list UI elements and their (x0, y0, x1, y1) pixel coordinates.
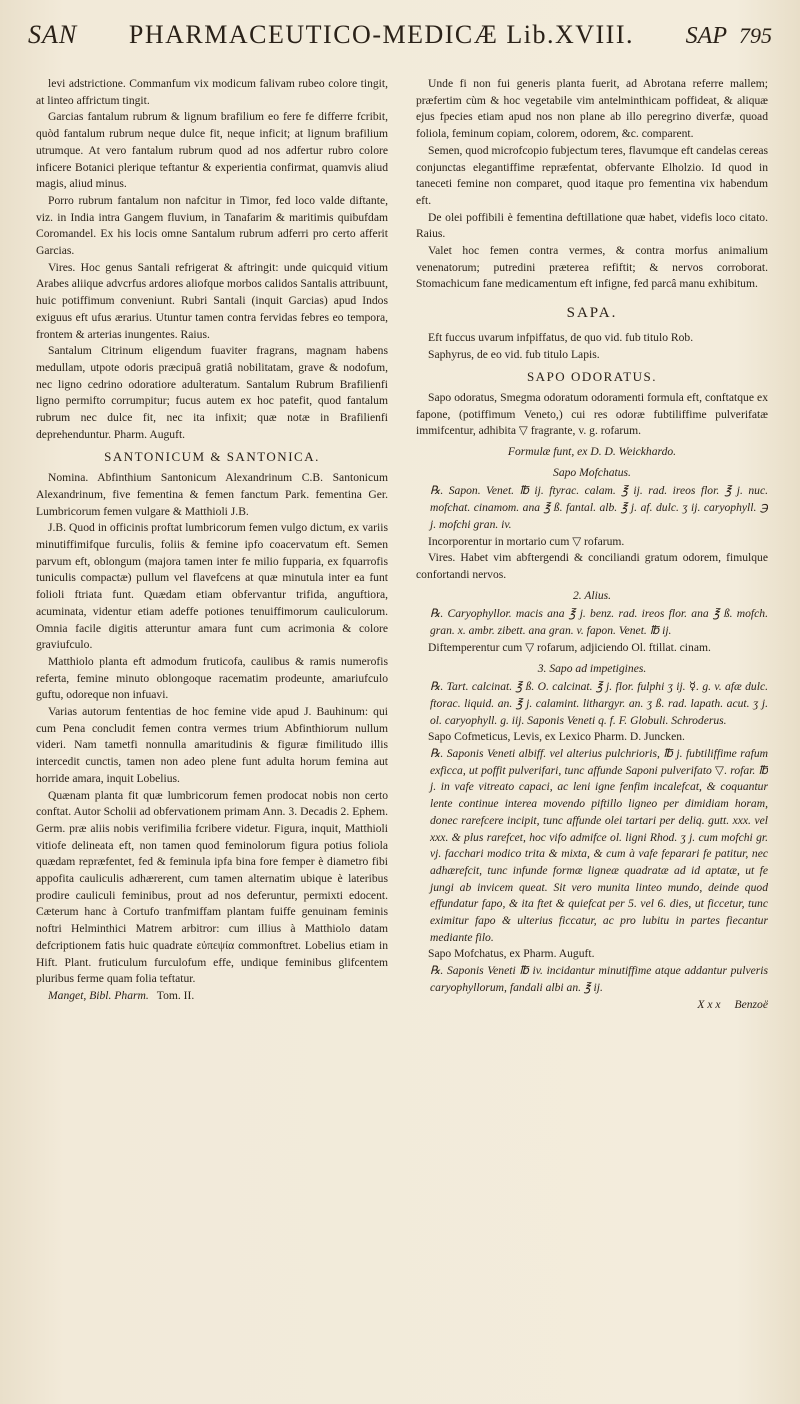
formula-subheading: Sapo Mofchatus. (553, 465, 631, 479)
recipe: ℞. Saponis Veneti albiff. vel alterius pulchrioris, ℔ j. fubtiliffime rafum exficca, ut poffit pulverifari, tunc affunde Saponi pulverifato ▽. rofar. ℔ j. in vafe vitreato capaci, ac leni igne fenfim incalefcat, & coquantur lente continue interea movendo piftillo ligneo per dimidiam horam, donec rarefcere incipit, tunc affunde olei tartari per deliq. gutt. xxx. vel xxx. & plus rarefcet, hoc vifo admifce ol. ligni Rhod. ʒ j. cum mofchi gr. vj. facchari modico trita & mixta, & cum à vafe feparari fe patitur, nec adhærefcit, tunc infunde formæ ligneæ quadratæ ad id aptatæ, ut fe jungi ab invicem queat. Sit vero munita linteo mundo, deinde quod effundatur fapo, & ita ftet & quiefcat per 5. vel 6. dies, ut ficcetur, tunc eximitur fapo & ulterius ficcatur, ac pro lubitu in partes fiecantur mediante filo. (430, 747, 768, 944)
paragraph: Vires. Hoc genus Santali refrigerat & aftringit: unde quicquid vitium Arabes aliique advcrfus ardores aliofque morbos calidos Santalis attribuunt, huic potiffimum conveniunt. Rubri Santali (inquit Garcias) apud Indos exiguus eft ufus ærarius. Utuntur tamen contra fervidas febres eo tempora, frontem & arterias inungentes. Raius. (36, 260, 388, 341)
paragraph: Sapo odoratus, Smegma odoratum odoramenti formula eft, conftatque ex fapone, (potiffimum Veneto,) cui res odoræ fubtiliffime pulverifatæ immifcentur, adhibita ▽ fragrante, v. g. rofarum. (416, 390, 768, 438)
paragraph: Porro rubrum fantalum non nafcitur in Timor, fed loco valde diftante, viz. in India intra Gangem fluvium, in Tanafarim & maritimis quibufdam Coromandel. Ex his locis omne Santalum rubrum adferri pro certo afferit Garcias. (36, 193, 388, 258)
paragraph: Nomina. Abfinthium Santonicum Alexandrinum C.B. Santonicum Alexandrinum, five fementina & femen fanctum Park. fementina Ger. Lumbricorum femen vulgare & Matthioli J.B. (36, 471, 388, 518)
paragraph: Vires. Habet vim abftergendi & conciliandi gratum odorem, fimulque confortandi nervos. (416, 551, 768, 581)
paragraph: Matthiolo planta eft admodum fruticofa, caulibus & ramis numerofis referta, femine minuto oblongoque racematim prodeunte, amariufculo guftu, odoreque non infuavi. (36, 654, 388, 702)
paragraph: Sapo Cofmeticus, Levis, ex Lexico Pharm. D. Juncken. (428, 730, 685, 744)
formula-subheading: 3. Sapo ad impetigines. (537, 661, 647, 675)
signature-line (36, 988, 388, 1005)
recipe: ℞. Sapon. Venet. ℔ ij. ftyrac. calam. ℥ ij. rad. ireos flor. ℥ j. nuc. mofchat. cinamom. ana ℥ ß. fantal. alb. ℥ j. af. dulc. ʒ ij. caryophyll. ℈ j. mofchi gran. iv. (430, 484, 768, 531)
footer-source: Manget, Bibl. Pharm. (48, 988, 149, 1002)
recipe: ℞. Tart. calcinat. ℥ ß. O. calcinat. ℥ j. flor. fulphi ʒ ij. ☿. g. v. afæ dulc. ftorac. liquid. an. ℥ j. calamint. lithargyr. an. ʒ ß. rad. lapath. acut. ʒ j. ol. caryophyll. g. iij. Saponis Veneti q. f. F. Globuli. Schroderus. (430, 680, 768, 727)
recipe: ℞. Caryophyllor. macis ana ℥ j. benz. rad. ireos flor. ana ℥ ß. mofch. gran. x. ambr. zibett. ana gran. v. fapon. Venet. ℔ ij. (430, 607, 768, 638)
catchword: Benzoë (734, 997, 768, 1011)
section-heading: SAPO ODORATUS. (526, 369, 658, 385)
paragraph: Eft fuccus uvarum infpiffatus, de quo vid. fub titulo Rob. (428, 330, 694, 344)
left-guide-word: SAN (28, 20, 78, 49)
recipe: ℞. Saponis Veneti ℔ iv. incidantur minutiffime atque addantur pulveris caryophyllorum, fandali albi an. ℥ ij. (430, 964, 768, 994)
paragraph: Incorporentur in mortario cum ▽ rofarum. (428, 534, 625, 548)
section-heading: SAPA. (566, 305, 618, 322)
paragraph: Varias autorum fententias de hoc femine vide apud J. Bauhinum: qui cum Pena concludit femen contra vermes trium Abfinthiorum nullum videri. Nam tametfi nonnulla amaritudinis & figuræ fimilitudo illis intercedit cunctis, tamen non adeo plene funt adulta horum femina aut horride amara, inquit Lobelius. (36, 705, 388, 785)
paragraph: Semen, quod microfcopio fubjectum teres, flavumque eft candelas cereas conjunctas elegantiffime repræfentat, obfervante Elholzio. Id quod in taneceti femine non comparet, quod itaque pro fementina vix habendum eft. (416, 143, 768, 207)
left-text-column (36, 76, 388, 1376)
running-header (28, 20, 772, 62)
section-heading: SANTONICUM & SANTONICA. (104, 449, 320, 465)
formula-subheading: Formulæ funt, ex D. D. Weickhardo. (507, 445, 677, 459)
volume-signature: Tom. II. (156, 988, 195, 1002)
paragraph: Valet hoc femen contra vermes, & contra morfus animalium venenatorum; putredini præterea refiftit; & nervos corroborat. Stomachicum fane medicamentum eft infigne, fed parcâ manu exhibitum. (416, 244, 768, 291)
page-number: 795 (739, 23, 772, 48)
paragraph: Unde fi non fui generis planta fuerit, ad Abrotana referre mallem; præfertim cùm & hoc vegetabile vim antelminthicam poffideat, & aliquæ ejus fpecies etiam apud nos non plane ab illo peregrino diverfæ, quoad foliola, feminum copiam, colorem, odorem, &c. comparent. (416, 77, 768, 141)
paragraph: Diftemperentur cum ▽ rofarum, adjiciendo Ol. ftillat. cinam. (428, 640, 711, 654)
formula-subheading: 2. Alius. (572, 588, 612, 602)
right-guide-word: SAP (685, 23, 727, 49)
paragraph: Santalum Citrinum eligendum fuaviter fragrans, magnam habens medullam, utpote odoris præcipuâ gratiâ nobilitatam, grave & nodofum, nec ligno cedrino odoratiore adulteratum. Santalum Rubrum Brafilienfi ligno permifto corrumpitur; fucus autem ex hoc patefit, quod fantalum rubrum nec dulce fit, nec ita infixit; quæ notæ in Brafilienfi deprehenduntur. Pharm. Auguft. (36, 344, 388, 441)
paragraph: Garcias fantalum rubrum & lignum brafilium eo fere fe differre fcribit, quòd fantalum rubrum neque dulce fit, neque inficit; at lignum brafilium utrumque. At vero fantalum rubrum quod ad nos adfertur rubro colore inficere Botanici plerique teftantur & experientia confirmat, quamvis aliud magis, aliud minus. (36, 110, 388, 191)
catchword-line (416, 997, 768, 1014)
gathering-signature: X x x (697, 997, 721, 1011)
running-title: PHARMACEUTICO-MEDICÆ Lib.XVIII. (128, 20, 634, 49)
paragraph: De olei poffibili è fementina deftillatione quæ habet, videfis loco citato. Raius. (416, 210, 768, 241)
paragraph: Saphyrus, de eo vid. fub titulo Lapis. (428, 347, 600, 361)
paragraph: J.B. Quod in officinis proftat lumbricorum femen vulgo dictum, ex variis minutiffimifque furculis, foliis & femine ipfo coacervatum eft. Semen parvum eft, oblongum (majora tamen inter fe milio fupparia, ex fquarrofis tuniculis compactæ) pullum vel flavefcens at quæ minutula inter ea funt folioli ftriata funt. Quædam etiam obfervantur trifida, anguftiora, acuminata, videntur etiam adeffe potiones tenuiffimorum cauliculorum. Omnia facile digitis atteruntur amara funt cum acrimonia & colore graviufculo. (36, 521, 388, 652)
paragraph: levi adstrictione. Commanfum vix modicum falivam rubeo colore tingit, at linteo affrictum tingit. (36, 77, 388, 107)
right-text-column (416, 76, 768, 1376)
paragraph: Quænam planta fit quæ lumbricorum femen prodocat nobis non certo conftat. Autor Scholii ad obfervationem primam Ann. 3. Decadis 2. Ephem. Germ. præ aliis nobis verifimilia fcribere videtur. Figura, inquit, Matthioli vitiofe delineata eft, non tamen quod feminolorum figura potius foliola quædam repræfentet, fed & feminula ipfa bina fore femper è diametro fibi appofita cauliculis adhærerent, cum tamen alternatim ubique è lateribus prodire cauliculi feminibus, prout ad nos deferuntur, permixti edocent. Cæterum hanc à Cortufo tranfmiffam plantam fuiffe genuinam feminis noftri Helminthici Matrem arbitror: cum illius à Matthiolo datam defcriptionem fatis huic quadrate εὐπεψία commonftret. Lobelius etiam in Hift. Plant. fruticulum furculofum effe, undique feminibus glifcentem pluribus ferme quam folia teftatur. (36, 788, 388, 986)
paragraph: Sapo Mofchatus, ex Pharm. Auguft. (428, 947, 595, 961)
